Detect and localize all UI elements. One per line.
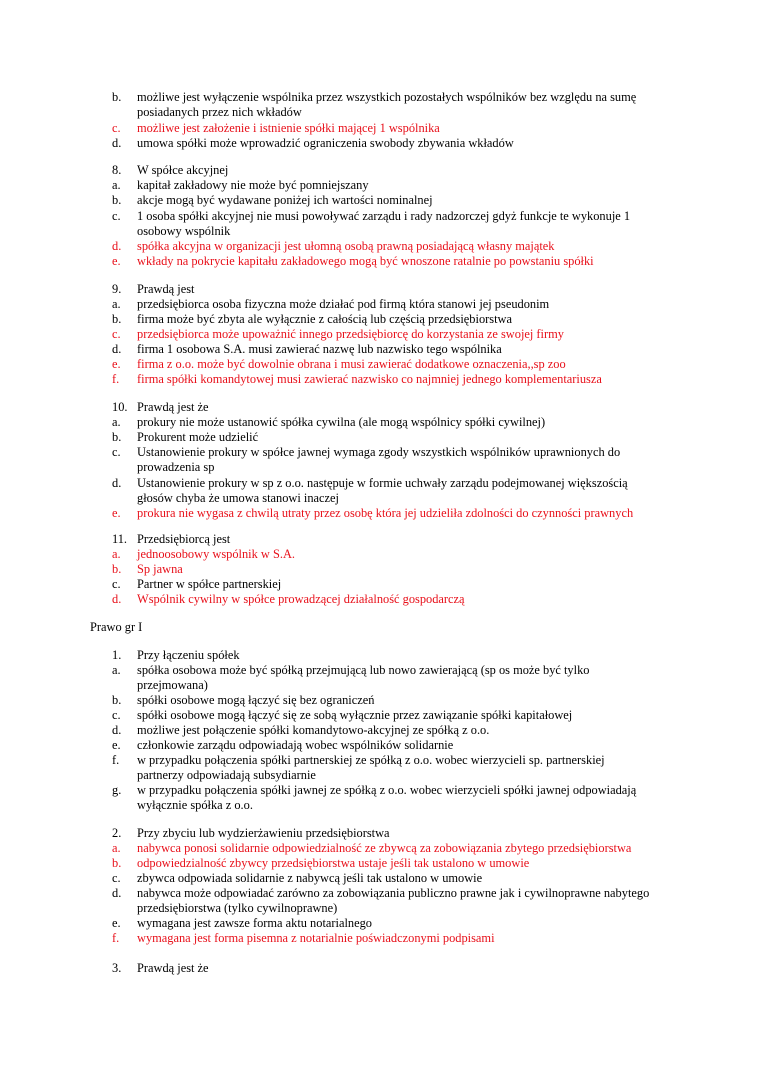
list-marker: c. [112, 871, 121, 885]
list-item-continuation: przejmowana) [137, 678, 208, 692]
document-line [0, 476, 760, 491]
list-marker: e. [112, 506, 121, 520]
document-line [0, 916, 760, 931]
list-item-text: spółki osobowe mogą łączyć się ze sobą wyłącznie przez zawiązanie spółki kapitałowej [137, 708, 573, 722]
list-marker: b. [112, 693, 122, 707]
document-line [0, 708, 760, 723]
list-marker: 10. [112, 400, 128, 414]
list-marker: d. [112, 342, 122, 356]
list-marker: b. [112, 312, 122, 326]
document-line [0, 506, 760, 521]
list-item-text: przedsiębiorca osoba fizyczna może działać pod firmą która stanowi jej pseudonim [137, 297, 550, 311]
list-marker: d. [112, 592, 122, 606]
list-marker: c. [112, 445, 121, 459]
list-item-text: Prawdą jest że [137, 400, 209, 414]
list-item-text: możliwe jest założenie i istnienie spółki mającej 1 wspólnika [137, 121, 440, 135]
list-item-continuation: posiadanych przez nich wkładów [137, 105, 302, 119]
document-line [0, 254, 760, 269]
document-line [0, 136, 760, 151]
document-line [0, 901, 760, 916]
document-line [0, 931, 760, 946]
document-line [0, 783, 760, 798]
document-line [0, 871, 760, 886]
list-marker: 3. [112, 961, 122, 975]
list-marker: 11. [112, 532, 128, 546]
document-line [0, 678, 760, 693]
list-marker: a. [112, 841, 121, 855]
list-item-text: w przypadku połączenia spółki partnerskiej ze spółką z o.o. wobec wierzycieli sp. partnerskiej [137, 753, 605, 767]
document-line [0, 312, 760, 327]
list-marker: e. [112, 357, 121, 371]
list-item-text: wymagana jest forma pisemna z notarialnie poświadczonymi podpisami [137, 931, 495, 945]
list-item-text: wymagana jest zawsze forma aktu notarialnego [137, 916, 372, 930]
document-line [0, 121, 760, 136]
list-item-text: jednoosobowy wspólnik w S.A. [137, 547, 295, 561]
list-item-text: firma może być zbyta ale wyłącznie z całością lub częścią przedsiębiorstwa [137, 312, 512, 326]
list-item-text: Partner w spółce partnerskiej [137, 577, 282, 591]
document-line [0, 372, 760, 387]
document-line [0, 327, 760, 342]
list-marker: b. [112, 193, 122, 207]
document-line [0, 491, 760, 506]
document-line [0, 577, 760, 592]
list-item-text: Prawdą jest że [137, 961, 209, 975]
document-line [0, 105, 760, 120]
list-item-continuation: partnerzy odpowiadają subsydiarnie [137, 768, 316, 782]
list-marker: e. [112, 738, 121, 752]
list-item-text: nabywca ponosi solidarnie odpowiedzialność ze zbywcą za zobowiązania zbytego przedsiębiorstwa [137, 841, 632, 855]
list-item-text: Przedsiębiorcą jest [137, 532, 231, 546]
list-item-text: przedsiębiorca może upoważnić innego przedsiębiorcę do korzystania ze swojej firmy [137, 327, 564, 341]
document-line [0, 209, 760, 224]
document-line [0, 841, 760, 856]
list-marker: f. [112, 372, 120, 386]
document-line [0, 562, 760, 577]
list-item-text: akcje mogą być wydawane poniżej ich wartości nominalnej [137, 193, 433, 207]
document-line [0, 282, 760, 297]
list-marker: 8. [112, 163, 122, 177]
list-marker: b. [112, 90, 122, 104]
list-marker: c. [112, 577, 121, 591]
list-item-text: Ustanowienie prokury w spółce jawnej wymaga zgody wszystkich wspólników uprawnionych do [137, 445, 621, 459]
section-heading [0, 620, 760, 635]
document-line [0, 648, 760, 663]
list-item-text: firma 1 osobowa S.A. musi zawierać nazwę lub nazwisko tego wspólnika [137, 342, 502, 356]
list-marker: a. [112, 415, 121, 429]
list-marker: 2. [112, 826, 122, 840]
list-marker: 9. [112, 282, 122, 296]
list-marker: a. [112, 178, 121, 192]
list-marker: c. [112, 209, 121, 223]
list-marker: 1. [112, 648, 122, 662]
document-line [0, 239, 760, 254]
list-item-text: odpowiedzialność zbywcy przedsiębiorstwa ustaje jeśli tak ustalono w umowie [137, 856, 530, 870]
list-marker: d. [112, 239, 122, 253]
list-item-text: 1 osoba spółki akcyjnej nie musi powoływać zarządu i rady nadzorczej gdyż funkcje te wykonuje 1 [137, 209, 631, 223]
list-item-text: Przy zbyciu lub wydzierżawieniu przedsiębiorstwa [137, 826, 390, 840]
document-line [0, 163, 760, 178]
list-item-continuation: wyłącznie spółka z o.o. [137, 798, 253, 812]
document-line [0, 532, 760, 547]
list-marker: d. [112, 886, 122, 900]
document-line [0, 798, 760, 813]
list-item-text: nabywca może odpowiadać zarówno za zobowiązania publiczno prawne jak i cywilnoprawne nabytego [137, 886, 650, 900]
list-item-text: kapitał zakładowy nie może być pomniejszany [137, 178, 369, 192]
list-marker: b. [112, 430, 122, 444]
list-marker: f. [112, 753, 120, 767]
list-item-text: spółka osobowa może być spółką przejmującą lub nowo zawierającą (sp os może być tylko [137, 663, 590, 677]
list-marker: e. [112, 254, 121, 268]
document-line [0, 592, 760, 607]
document-line [0, 723, 760, 738]
document-line [0, 90, 760, 105]
document-line [0, 826, 760, 841]
document-line [0, 753, 760, 768]
list-item-text: Wspólnik cywilny w spółce prowadzącej działalność gospodarczą [137, 592, 465, 606]
document-line [0, 961, 760, 976]
list-item-text: Ustanowienie prokury w sp z o.o. następuje w formie uchwały zarządu podejmowanej większością [137, 476, 628, 490]
document-line [0, 178, 760, 193]
list-item-text: Przy łączeniu spółek [137, 648, 240, 662]
list-item-continuation: prowadzenia sp [137, 460, 215, 474]
list-marker: d. [112, 136, 122, 150]
document-line [0, 693, 760, 708]
document-line [0, 415, 760, 430]
list-marker: b. [112, 856, 122, 870]
list-marker: c. [112, 708, 121, 722]
list-marker: e. [112, 916, 121, 930]
list-item-continuation: głosów chyba że umowa stanowi inaczej [137, 491, 339, 505]
list-marker: c. [112, 121, 121, 135]
document-line [0, 663, 760, 678]
list-item-text: spółki osobowe mogą łączyć się bez ograniczeń [137, 693, 375, 707]
list-item-text: możliwe jest wyłączenie wspólnika przez wszystkich pozostałych wspólników bez względu na sumę [137, 90, 637, 104]
document-line [0, 856, 760, 871]
list-item-text: Sp jawna [137, 562, 183, 576]
list-item-continuation: osobowy wspólnik [137, 224, 231, 238]
list-item-text: W spółce akcyjnej [137, 163, 229, 177]
document-line [0, 430, 760, 445]
list-item-text: możliwe jest połączenie spółki komandytowo-akcyjnej ze spółką z o.o. [137, 723, 490, 737]
list-item-text: prokura nie wygasa z chwilą utraty przez osobę która jej udzieliła zdolności do czynności prawnych [137, 506, 634, 520]
document-line [0, 445, 760, 460]
list-item-text: spółka akcyjna w organizacji jest ułomną osobą prawną posiadającą własny majątek [137, 239, 555, 253]
document-line [0, 342, 760, 357]
list-marker: c. [112, 327, 121, 341]
list-marker: g. [112, 783, 122, 797]
list-marker: a. [112, 297, 121, 311]
document-line [0, 738, 760, 753]
document-line [0, 357, 760, 372]
list-marker: b. [112, 562, 122, 576]
document-line [0, 886, 760, 901]
document-line [0, 297, 760, 312]
list-marker: a. [112, 547, 121, 561]
list-item-text: umowa spółki może wprowadzić ograniczenia swobody zbywania wkładów [137, 136, 514, 150]
list-item-text: członkowie zarządu odpowiadają wobec wspólników solidarnie [137, 738, 454, 752]
list-item-text: zbywca odpowiada solidarnie z nabywcą jeśli tak ustalono w umowie [137, 871, 483, 885]
list-item-text: Prokurent może udzielić [137, 430, 259, 444]
document-line [0, 768, 760, 783]
list-item-text: wkłady na pokrycie kapitału zakładowego mogą być wnoszone ratalnie po powstaniu spółki [137, 254, 594, 268]
list-item-text: firma spółki komandytowej musi zawierać nazwisko co najmniej jednego komplementariusza [137, 372, 602, 386]
document-line [0, 460, 760, 475]
list-item-text: prokury nie może ustanowić spółka cywilna (ale mogą wspólnicy spółki cywilnej) [137, 415, 546, 429]
document-line [0, 547, 760, 562]
list-marker: a. [112, 663, 121, 677]
list-item-text: Prawdą jest [137, 282, 195, 296]
list-marker: d. [112, 723, 122, 737]
list-marker: d. [112, 476, 122, 490]
list-item-continuation: przedsiębiorstwa (tylko cywilnoprawne) [137, 901, 338, 915]
list-item-text: w przypadku połączenia spółki jawnej ze spółką z o.o. wobec wierzycieli spółki jawnej odpowiadają [137, 783, 637, 797]
section-heading-text: Prawo gr I [90, 620, 143, 634]
document-line [0, 193, 760, 208]
list-marker: f. [112, 931, 120, 945]
document-line [0, 400, 760, 415]
document-line [0, 224, 760, 239]
list-item-text: firma z o.o. może być dowolnie obrana i musi zawierać dodatkowe oznaczenia,,sp zoo [137, 357, 566, 371]
